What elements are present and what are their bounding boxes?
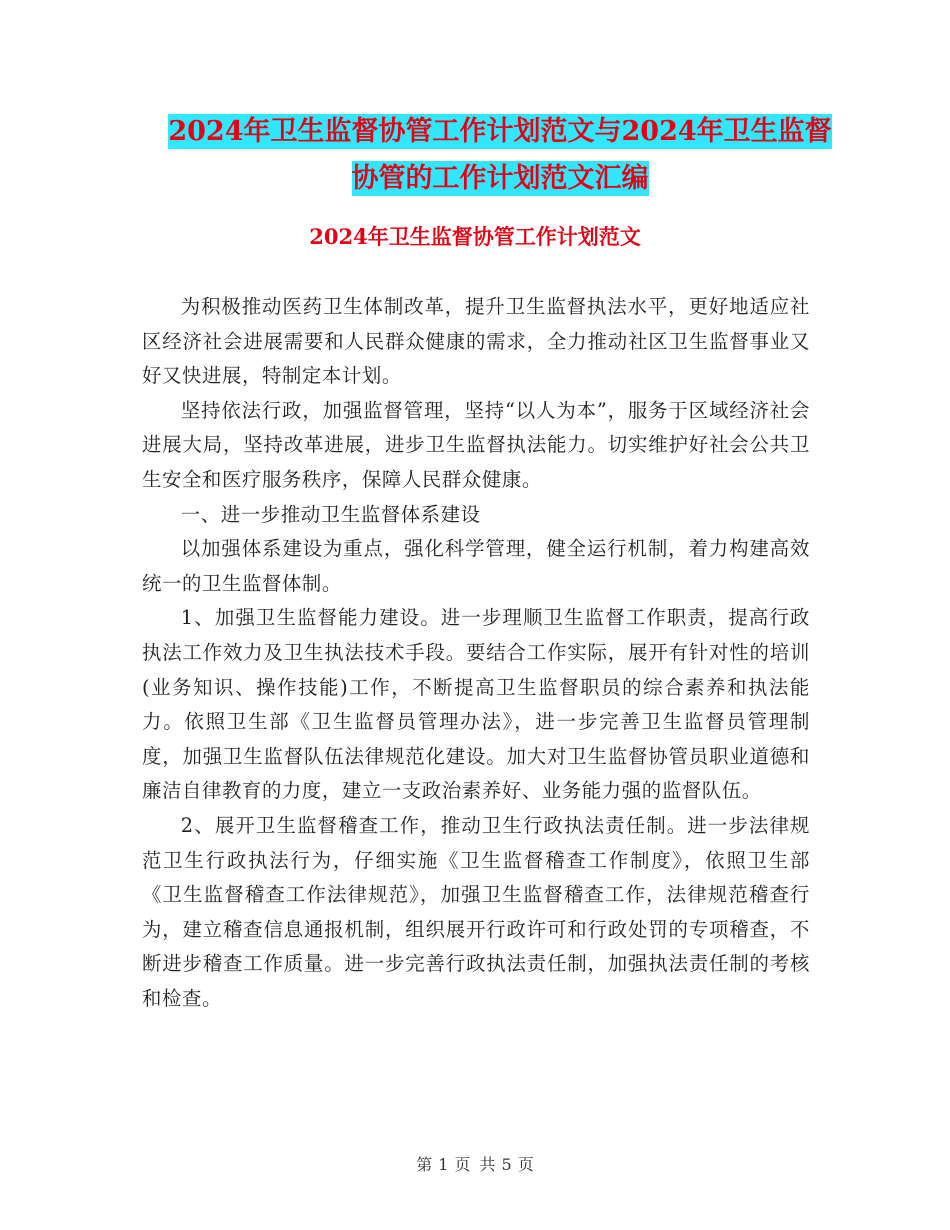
paragraph: 1、加强卫生监督能力建设。进一步理顺卫生监督工作职责，提高行政执法工作效力及卫生执法技术手段。要结合工作实际，展开有针对性的培训(业务知识、操作技能)工作，不断提高卫生监督职员的综合素养和执法能力。依照卫生部《卫生监督员管理办法》，进一步完善卫生监督员管理制度，加强卫生监督队伍法律规范化建设。加大对卫生监督协管员职业道德和廉洁自律教育的力度，建立一支政治素养好、业务能力强的监督队伍。: [142, 606, 810, 803]
paragraph: 以加强体系建设为重点，强化科学管理，健全运行机制，着力构建高效统一的卫生监督体制。: [142, 537, 810, 595]
footer-suffix: 页: [517, 1155, 534, 1174]
footer-page-number: 1: [438, 1155, 449, 1174]
paragraph: 坚持依法行政，加强监督管理，坚持“以人为本”，服务于区域经济社会进展大局，坚持改革进展，进步卫生监督执法能力。切实维护好社会公共卫生安全和医疗服务秩序，保障人民群众健康。: [142, 398, 810, 491]
footer-prefix: 第: [416, 1155, 433, 1174]
section-title: 2024年卫生监督协管工作计划范文: [309, 224, 641, 249]
document-title-line-1: 2024年卫生监督协管工作计划范文与2024年卫生监督: [168, 116, 832, 147]
document-body: [142, 290, 810, 1016]
paragraph: 2、展开卫生监督稽查工作，推动卫生行政执法责任制。进一步法律规范卫生行政执法行为，仔细实施《卫生监督稽查工作制度》，依照卫生部《卫生监督稽查工作法律规范》，加强卫生监督稽查工作，法律规范稽查行为，建立稽查信息通报机制，组织展开行政许可和行政处罚的专项稽查，不断进步稽查工作质量。进一步完善行政执法责任制，加强执法责任制的考核和检查。: [142, 813, 810, 1010]
page-footer: [0, 1154, 950, 1176]
footer-page-total: 5: [501, 1155, 512, 1174]
section-heading: 一、进一步推动卫生监督体系建设: [180, 502, 481, 526]
paragraph: 为积极推动医药卫生体制改革，提升卫生监督执法水平，更好地适应社区经济社会进展需要和人民群众健康的需求，全力推动社区卫生监督事业又好又快进展，特制定本计划。: [142, 295, 810, 388]
document-title: [120, 108, 880, 202]
document-title-line-2: 协管的工作计划范文汇编: [351, 163, 649, 194]
footer-mid: 页 共: [454, 1155, 496, 1174]
